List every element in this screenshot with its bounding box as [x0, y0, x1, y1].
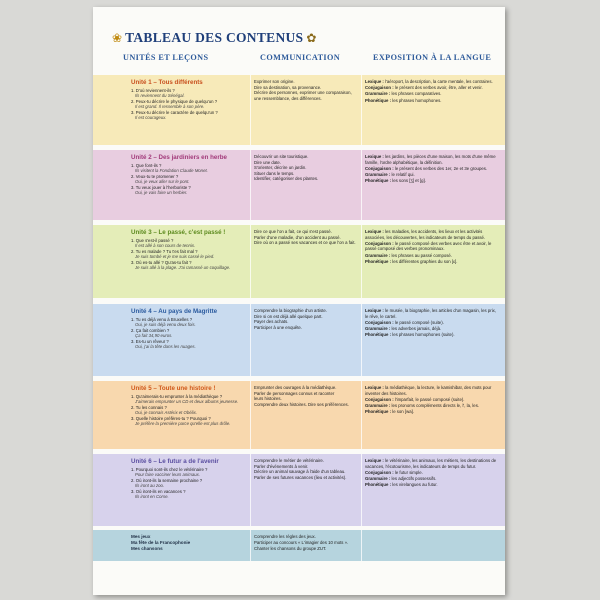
language-row: Phonétique : les différentes graphies du son [ɛ]. — [365, 258, 458, 264]
extras-communication — [254, 534, 358, 553]
communication-line: Décrire un animal sauvage à l'aide d'un tableau. — [254, 469, 346, 475]
communication-line: Parler de ses futures vacances (lieu et activités). — [254, 474, 347, 480]
lesson-answer: Ça fait 34,90 euros. — [135, 333, 173, 339]
lesson-answer: Oui, je veux aller sur le pont. — [135, 179, 190, 185]
communication-line: Chanter les chansons du groupe ZUT. — [254, 546, 327, 552]
lesson-question: 2. Où iront-ils la semaine prochaine ? — [131, 477, 203, 483]
unit-language — [365, 229, 499, 265]
unit-1-band — [93, 75, 505, 145]
column-headers — [93, 53, 505, 67]
unit-title: Unité 4 – Au pays de Magritte — [131, 308, 218, 315]
lesson-answer: Il est grand. Il ressemble à son père. — [135, 104, 205, 110]
unit-language — [365, 458, 499, 488]
lesson-answer: Il est allé à son cours de tennis. — [135, 243, 196, 249]
lesson-question: 1. Qu'aimerais-tu emprunter à la médiathèque ? — [131, 393, 223, 399]
lesson-question: 2. Ça fait combien ? — [131, 327, 170, 333]
unit-lessons — [131, 458, 249, 500]
lesson-question: 3. Quelle histoire préfères-tu ? Pourquoi ? — [131, 415, 211, 421]
lesson-question: 1. Que font-ils ? — [131, 162, 162, 168]
language-row: Phonétique : le son [wa]. — [365, 409, 414, 415]
communication-line: Comprendre le métier de vétérinaire. — [254, 458, 324, 463]
lesson-question: 3. Tu veux jouer à l'herboriste ? — [131, 184, 191, 190]
unit-lessons — [131, 229, 249, 271]
language-row: Phonétique : les phrases homophones (suite). — [365, 332, 455, 338]
language-row: Grammaire : le relatif qui. — [365, 171, 415, 177]
lesson-question: 2. Tu les connais ? — [131, 404, 167, 410]
lesson-question: 2. Tu es malade ? Tu t'es fait mal ? — [131, 248, 198, 254]
communication-line: S'orienter, décrire un jardin. — [254, 165, 307, 171]
lesson-answer: Il est courageux. — [135, 115, 167, 121]
lesson-question: 3. Es-tu un rêveur ? — [131, 338, 169, 344]
contents-sheet — [93, 7, 505, 595]
lesson-question: 2. Veux-tu te promener ? — [131, 173, 179, 179]
unit-lessons — [131, 79, 249, 121]
unit-6-band — [93, 454, 505, 526]
language-row: Lexique : l'aéroport, la description, la carte mentale, les contraires. — [365, 79, 493, 84]
lesson-answer: Je suis tombé et je me suis cassé le pied. — [135, 254, 215, 260]
lesson-question: 1. Tu es déjà venu à Bruxelles ? — [131, 316, 193, 322]
lesson-answer: Oui, je suis déjà venu deux fois. — [135, 322, 196, 328]
communication-line: Identifier, catégoriser des plantes. — [254, 176, 319, 182]
communication-line: Emprunter des ouvrages à la médiathèque. — [254, 385, 337, 390]
unit-title: Unité 5 – Toute une histoire ! — [131, 385, 216, 392]
language-row: Grammaire : les adverbes jamais, déjà. — [365, 325, 442, 331]
lesson-answer: Je suis allé à la plage. J'ai ramassé un coquillage. — [135, 265, 231, 271]
communication-line: Dire ce que l'on a fait, ce qui s'est passé. — [254, 229, 332, 234]
communication-line: Participer au concours « L'imagier des 10 mots ». — [254, 540, 349, 546]
language-row: Grammaire : les phrases comparatives. — [365, 91, 442, 97]
unit-lessons — [131, 308, 249, 350]
column-header-units: UNITÉS ET LEÇONS — [123, 53, 209, 62]
communication-line: Exprimer son origine. — [254, 79, 295, 84]
unit-lessons — [131, 154, 249, 196]
language-row: Conjugaison : le futur simple. — [365, 469, 423, 475]
title-row — [109, 29, 319, 47]
communication-line: Découvrir un site touristique. — [254, 154, 309, 159]
lesson-answer: Oui, j'ai la tête dans les nuages. — [135, 344, 196, 350]
extras-item: Mes chansons — [131, 546, 163, 552]
communication-line: Situer dans le temps. — [254, 170, 295, 176]
unit-language — [365, 385, 499, 415]
lesson-answer: Ils iront en Corse. — [135, 494, 169, 500]
communication-line: Parler de personnages connus et raconter — [254, 390, 335, 396]
communication-line: une ressemblance, des différences. — [254, 95, 322, 101]
language-row: Grammaire : les pronoms compléments directs le, l', la, les. — [365, 402, 480, 408]
lesson-question: 3. Où es-tu allé ? Qu'as-tu fait ? — [131, 259, 192, 265]
unit-4-band — [93, 304, 505, 376]
communication-line: Décrire des personnes, exprimer une comparaison, — [254, 90, 352, 96]
language-row: Grammaire : les adjectifs possessifs. — [365, 475, 437, 481]
unit-communication — [254, 385, 358, 407]
unit-2-band — [93, 150, 505, 220]
language-row: Grammaire : les phrases au passé composé. — [365, 252, 452, 258]
column-header-language: EXPOSITION À LA LANGUE — [373, 53, 492, 62]
unit-communication — [254, 458, 358, 480]
extras-items — [131, 534, 249, 553]
unit-title: Unité 3 – Le passé, c'est passé ! — [131, 229, 226, 236]
extras-band — [93, 530, 505, 561]
unit-language — [365, 79, 499, 104]
language-row: Conjugaison : l'imparfait, le passé composé (suite). — [365, 396, 465, 402]
unit-communication — [254, 79, 358, 101]
unit-title: Unité 1 – Tous différents — [131, 79, 203, 86]
communication-line: leurs histoires. — [254, 396, 282, 402]
communication-line: Comprendre la biographie d'un artiste. — [254, 308, 327, 313]
language-row: Conjugaison : le passé composé des verbes avec être et avoir, le passé composé des verbes pronominaux. — [365, 240, 492, 252]
language-row: Conjugaison : le présent des verbes avoir, être, aller et venir. — [365, 85, 483, 91]
unit-language — [365, 154, 499, 184]
unit-communication — [254, 154, 358, 182]
column-header-communication: COMMUNICATION — [260, 53, 341, 62]
lesson-question: 3. Peux-tu décrire le caractère de quelqu'un ? — [131, 109, 218, 115]
language-row: Conjugaison : le présent des verbes des 1er, 2e et 3e groupes. — [365, 165, 488, 171]
lesson-answer: J'aimerais emprunter un CD et deux albums jeunesse. — [135, 399, 239, 405]
communication-line: Dire sa destination, sa provenance. — [254, 84, 322, 90]
lesson-answer: Ils iront au zoo. — [135, 483, 165, 489]
lesson-answer: Je préfère la première parce qu'elle est plus drôle. — [135, 421, 231, 427]
lesson-answer: Pour faire vacciner leurs animaux. — [135, 472, 200, 478]
language-row: Phonétique : les sons [ʒ] et [g]. — [365, 178, 426, 184]
language-row: Lexique : les maladies, les accidents, les lieux et les activités associées, les découvertes, les indicateurs de temps du passé. — [365, 229, 486, 240]
communication-line: Participer à une enquête. — [254, 324, 303, 330]
language-row: Conjugaison : le passé composé (suite). — [365, 319, 444, 325]
unit-title: Unité 2 – Des jardiniers en herbe — [131, 154, 227, 161]
unit-5-band — [93, 381, 505, 449]
unit-lessons — [131, 385, 249, 427]
communication-line: Payer des achats. — [254, 319, 289, 325]
communication-line: Comprendre deux histoires. Dire ses préférences. — [254, 401, 349, 407]
unit-title: Unité 6 – Le futur a de l'avenir — [131, 458, 219, 465]
communication-line: Dire si on est déjà allé quelque part. — [254, 313, 323, 319]
language-row: Lexique : la médiathèque, la lecture, le kamishibaï, des mots pour inventer des histoires. — [365, 385, 492, 396]
page-title: TABLEAU DES CONTENUS — [125, 30, 304, 45]
lesson-answer: Oui, je vais faire un herbier. — [135, 190, 188, 196]
unit-communication — [254, 229, 358, 246]
flower-icon: ✿ — [306, 31, 317, 45]
extras-item: Ma fête de la Francophonie — [131, 540, 191, 546]
communication-line: Comprendre les règles des jeux. — [254, 534, 316, 539]
lesson-question: 1. D'où reviennent-ils ? — [131, 87, 175, 93]
unit-language — [365, 308, 499, 338]
lesson-question: 2. Peux-tu décrire le physique de quelqu'un ? — [131, 98, 218, 104]
language-row: Phonétique : les virelangues au futur. — [365, 482, 438, 488]
language-row: Lexique : le musée, la biographie, les articles d'un magasin, les prix, le rêve, le cartel. — [365, 308, 497, 319]
communication-line: Dire une date. — [254, 159, 281, 165]
lesson-question: 3. Où iront-ils en vacances ? — [131, 488, 186, 494]
lesson-question: 1. Pourquoi sont-ils chez le vétérinaire ? — [131, 466, 208, 472]
communication-line: Parler d'événements à venir. — [254, 463, 309, 469]
unit-communication — [254, 308, 358, 330]
lesson-answer: Ils reviennent du Sénégal. — [135, 93, 185, 99]
snail-icon: ❀ — [112, 31, 123, 45]
extras-item: Mes jeux — [131, 534, 151, 539]
lesson-question: 1. Que s'est-il passé ? — [131, 237, 174, 243]
lesson-answer: Oui, je connais Astérix et Obélix. — [135, 410, 197, 416]
communication-line: Dire où on a passé ses vacances et ce que l'on a fait. — [254, 240, 356, 246]
unit-3-band — [93, 225, 505, 298]
language-row: Lexique : le vétérinaire, les animaux, les métiers, les destinations de vacances, l'écotourisme, les indicateurs de temps du futur. — [365, 458, 497, 469]
language-row: Lexique : les jardins, les pièces d'une maison, les mots d'une même famille, l'ordre alphabétique, la définition. — [365, 154, 496, 165]
lesson-answer: Ils visitent la Fondation Claude Monet. — [135, 168, 208, 174]
communication-line: Parler d'une maladie, d'un accident au passé. — [254, 234, 341, 240]
language-row: Phonétique : les phrases homophones. — [365, 97, 442, 103]
